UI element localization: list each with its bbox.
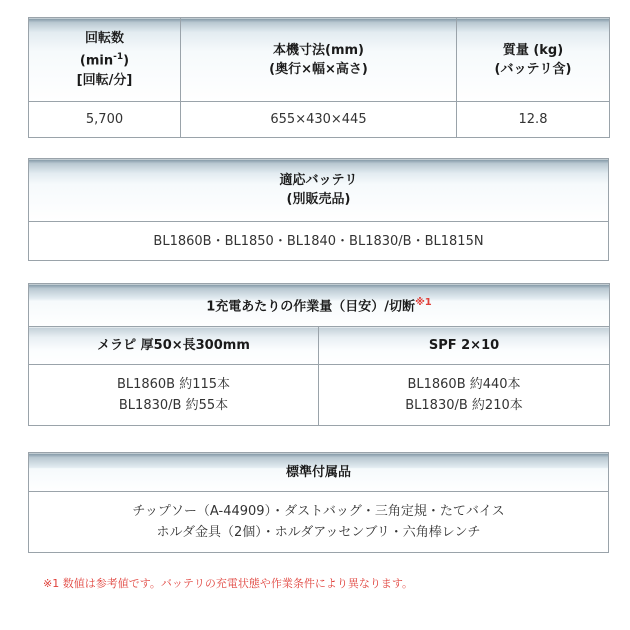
dimension-header-line2: (奥行×幅×高さ) [269, 61, 368, 77]
footnote: ※1 数値は参考値です。バッテリの充電状態や作業条件により異なります。 [43, 577, 413, 590]
accessory-line2: ホルダ金具（2個）・ホルダアッセンブリ・六角棒レンチ [156, 525, 481, 540]
spec-table [28, 17, 610, 138]
work-col2-line2: BL1830/B 約210本 [405, 398, 523, 413]
accessory-value-row [29, 492, 609, 553]
accessory-header-row [29, 453, 609, 492]
work-col2-values [319, 365, 610, 426]
battery-value-row [29, 222, 609, 261]
battery-list: BL1860B・BL1850・BL1840・BL1830/B・BL1815N [29, 222, 609, 261]
accessory-list [29, 492, 609, 553]
spec-header-row [29, 18, 610, 102]
work-col1-values [29, 365, 319, 426]
work-subheader-row [29, 327, 610, 365]
work-header-text: 1充電あたりの作業量（目安）/切断 [206, 299, 416, 315]
spec-value-row [29, 102, 610, 138]
accessory-header: 標準付属品 [29, 453, 609, 492]
work-value-row [29, 365, 610, 426]
mass-header-line1: 質量 (kg) [502, 42, 564, 58]
rpm-header-line3: [回転/分] [76, 72, 133, 88]
rpm-unit-open: (min [79, 53, 114, 69]
battery-header-row [29, 159, 609, 222]
work-header-row [29, 284, 610, 327]
battery-header-line1: 適応バッテリ [279, 173, 358, 188]
battery-table [28, 158, 609, 261]
mass-header [457, 18, 610, 102]
work-amount-table [28, 283, 610, 426]
rpm-header [29, 18, 181, 102]
dimension-header [181, 18, 457, 102]
rpm-unit-close: ) [123, 53, 130, 69]
work-col2-header: SPF 2×10 [319, 327, 610, 365]
rpm-value: 5,700 [29, 102, 181, 138]
work-header [29, 284, 610, 327]
dimension-value: 655×430×445 [181, 102, 457, 138]
battery-header [29, 159, 609, 222]
mass-header-line2: (バッテリ含) [494, 61, 572, 77]
mass-value: 12.8 [457, 102, 610, 138]
accessory-line1: チップソー（A-44909）・ダストバッグ・三角定規・たてバイス [132, 504, 505, 519]
work-header-note-mark: ※1 [415, 297, 432, 309]
work-col1-line1: BL1860B 約115本 [116, 377, 231, 392]
work-col2-line1: BL1860B 約440本 [407, 377, 521, 392]
work-col1-header: メラピ 厚50×長300mm [29, 327, 319, 365]
battery-header-line2: (別販売品) [286, 192, 351, 207]
rpm-header-line1: 回転数 [84, 31, 124, 47]
rpm-unit-sup: -1 [113, 52, 124, 63]
dimension-header-line1: 本機寸法(mm) [273, 42, 364, 58]
accessory-table [28, 452, 609, 553]
rpm-header-line2 [29, 48, 180, 70]
work-col1-line2: BL1830/B 約55本 [118, 398, 229, 413]
